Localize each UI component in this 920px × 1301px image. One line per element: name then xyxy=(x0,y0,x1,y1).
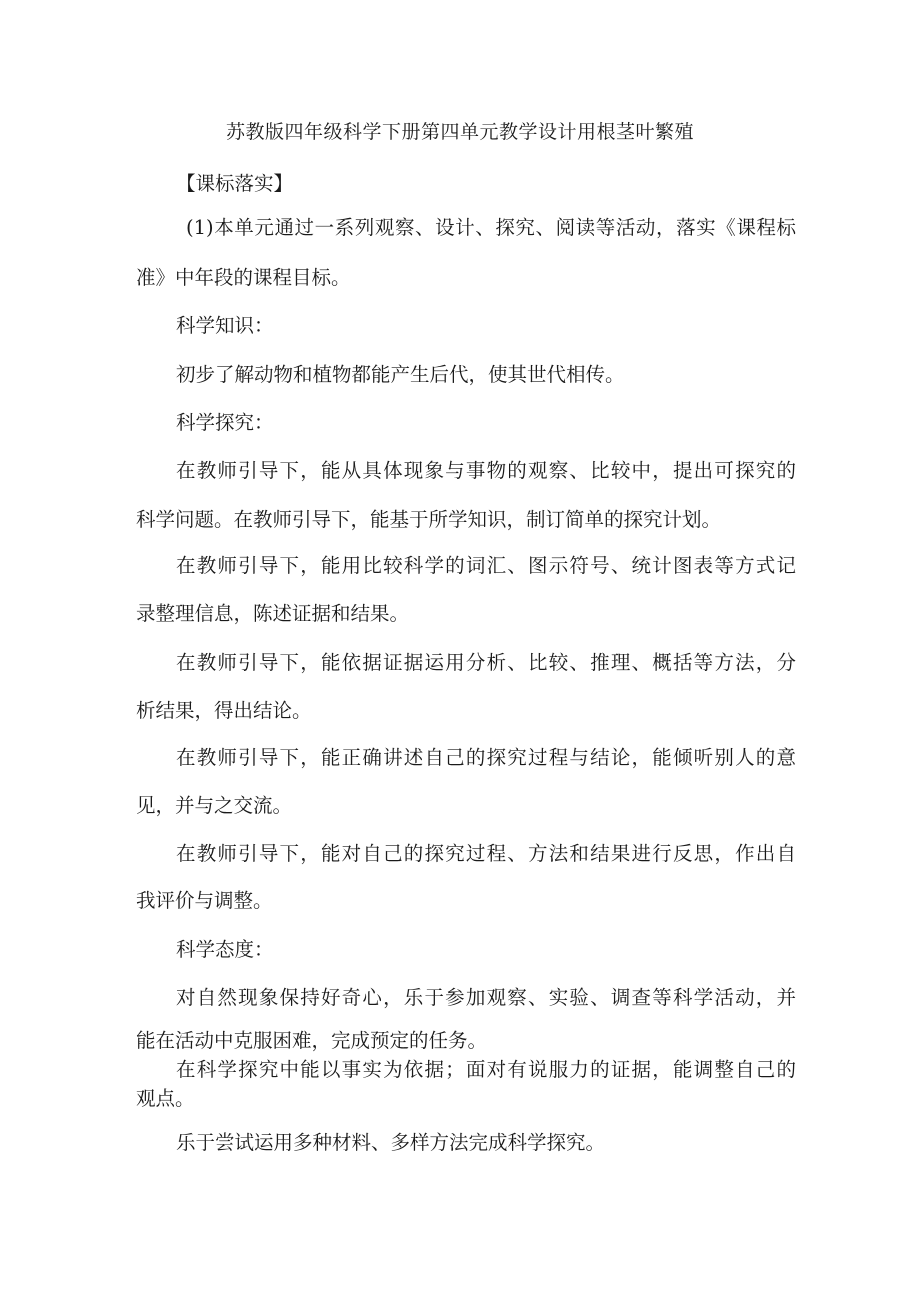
subheading-inquiry: 科学探究： xyxy=(176,411,274,434)
text-line: 初步了解动物和植物都能产生后代，使其世代相传。 xyxy=(176,363,625,386)
section-heading: 【课标落实】 xyxy=(176,172,294,195)
text-line: 析结果，得出结论。 xyxy=(136,699,312,722)
text-line: 见，并与之交流。 xyxy=(136,794,293,817)
text-line: 录整理信息，陈述证据和结果。 xyxy=(136,602,410,625)
text-line: 对自然现象保持好奇心，乐于参加观察、实验、调查等科学活动，并 xyxy=(176,986,796,1009)
text-line: 乐于尝试运用多种材料、多样方法完成科学探究。 xyxy=(176,1131,606,1154)
text-line: (1)本单元通过一系列观察、设计、探究、阅读等活动，落实《课程标 xyxy=(186,216,796,239)
text-line: 在教师引导下，能依据证据运用分析、比较、推理、概括等方法，分 xyxy=(176,651,796,674)
text-line: 科学问题。在教师引导下，能基于所学知识，制订简单的探究计划。 xyxy=(136,508,722,531)
document-title: 苏教版四年级科学下册第四单元教学设计用根茎叶繁殖 xyxy=(225,121,694,143)
text-line: 我评价与调整。 xyxy=(136,889,273,912)
text-line: 在教师引导下，能正确讲述自己的探究过程与结论，能倾听别人的意 xyxy=(176,746,796,769)
subheading-knowledge: 科学知识： xyxy=(176,314,274,337)
subheading-attitude: 科学态度： xyxy=(176,938,274,961)
text-line: 在教师引导下，能从具体现象与事物的观察、比较中，提出可探究的 xyxy=(176,459,796,482)
text-line: 在教师引导下，能用比较科学的词汇、图示符号、统计图表等方式记 xyxy=(176,554,796,577)
text-line: 能在活动中克服困难，完成预定的任务。 xyxy=(136,1029,488,1052)
text-line: 观点。 xyxy=(136,1087,195,1110)
text-line: 准》中年段的课程目标。 xyxy=(136,266,351,289)
text-line: 在教师引导下，能对自己的探究过程、方法和结果进行反思，作出自 xyxy=(176,842,796,865)
text-line: 在科学探究中能以事实为依据；面对有说服力的证据，能调整自己的 xyxy=(176,1058,796,1081)
